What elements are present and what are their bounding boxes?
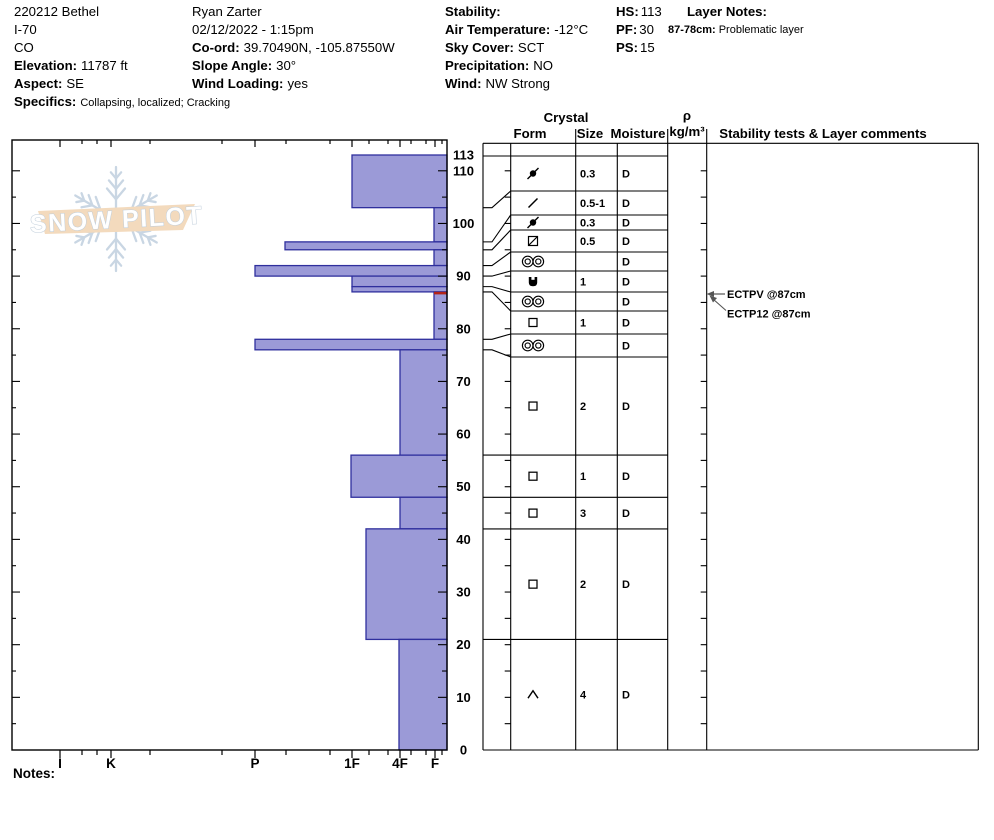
grain-fc-icon [529, 319, 537, 327]
svg-text:0: 0 [459, 742, 468, 758]
svg-text:20: 20 [456, 637, 471, 653]
grain-size-value: 1 [580, 317, 587, 330]
svg-text:80: 80 [456, 321, 471, 337]
grain-dh-icon [528, 691, 538, 699]
layer-bar [351, 455, 447, 497]
pit-range: I-70 [14, 22, 37, 37]
aspect-line: Aspect: SE [14, 76, 84, 91]
layer-bar [255, 339, 447, 350]
svg-text:50: 50 [456, 479, 471, 495]
density-units-header: kg/m³ [669, 124, 705, 139]
moisture-value: D [622, 689, 630, 702]
layer-bar [285, 242, 447, 250]
grain-fc-icon [529, 509, 537, 517]
moisture-value: D [622, 401, 630, 414]
layer-note: 87-78cm: Problematic layer [668, 24, 804, 36]
moisture-value: D [622, 296, 630, 309]
svg-text:1F: 1F [344, 756, 360, 771]
layer-bar [434, 250, 447, 266]
stability-test-annotations [707, 289, 811, 321]
svg-text:F: F [430, 756, 440, 771]
layer-bars [255, 155, 447, 750]
svg-text:30: 30 [456, 584, 471, 600]
layer-bar [352, 276, 447, 287]
comments-header: Stability tests & Layer comments [719, 126, 927, 141]
moisture-value: D [622, 508, 630, 521]
moisture-value: D [622, 276, 630, 289]
specifics-line: Specifics: Collapsing, localized; Cracking [14, 94, 231, 109]
grain-df-icon [529, 199, 538, 208]
grain-fc-icon [529, 472, 537, 480]
grain-size-value: 2 [580, 401, 587, 414]
elevation-line: Elevation: 11787 ft [14, 58, 128, 73]
moisture-value: D [622, 236, 630, 248]
layer-bar [434, 208, 447, 242]
moisture-value: D [622, 579, 630, 592]
grain-mfcr-icon [522, 296, 543, 307]
layer-bar [255, 266, 447, 277]
svg-text:P: P [250, 756, 260, 771]
moisture-value: D [622, 198, 630, 210]
pit-state: CO [14, 40, 34, 55]
moisture-value: D [622, 168, 630, 181]
layer-notes-title: Layer Notes: [687, 4, 767, 19]
svg-text:110: 110 [453, 163, 474, 179]
coord-line: Co-ord: 39.70490N, -105.87550W [192, 40, 395, 55]
stability-line: Stability: [445, 4, 501, 19]
moisture-value: D [622, 340, 630, 353]
layer-bar [352, 287, 447, 292]
svg-text:100: 100 [452, 215, 475, 231]
grain-fc-icon [529, 580, 537, 588]
form-header: Form [513, 126, 547, 141]
grain-size-value: 0.3 [580, 168, 596, 181]
sky-cover-line: Sky Cover: SCT [445, 40, 545, 55]
svg-text:70: 70 [456, 373, 471, 389]
grain-fc_df-icon [529, 237, 538, 246]
pf-line: PF: 30 [616, 22, 654, 37]
svg-text:K: K [106, 756, 116, 771]
hs-line: HS: 113 [616, 4, 662, 19]
moisture-header: Moisture [610, 126, 666, 141]
wind-loading-line: Wind Loading: yes [192, 76, 308, 91]
grain-rg_df-icon [528, 217, 539, 228]
stability-test-label: ECTPV @87cm [727, 289, 806, 301]
grain-mfcr-icon [522, 256, 543, 267]
grain-size-value: 0.5 [580, 236, 596, 248]
layer-bar [434, 292, 447, 339]
density-symbol-header: ρ [682, 108, 692, 123]
air-temp-line: Air Temperature: -12°C [445, 22, 589, 37]
grain-size-value: 3 [580, 508, 587, 521]
layer-bar [366, 529, 447, 640]
grain-mfcr-icon [522, 340, 543, 351]
svg-text:90: 90 [456, 268, 471, 284]
svg-text:I: I [58, 756, 62, 771]
moisture-value: D [622, 256, 630, 269]
layer-bar [400, 350, 447, 455]
layer-table-values [580, 169, 630, 702]
grain-rg_fc-icon [529, 277, 537, 286]
depth-axis-labels [453, 148, 475, 758]
moisture-value: D [622, 217, 630, 230]
slope-angle-line: Slope Angle: 30° [192, 58, 297, 73]
svg-text:113: 113 [453, 147, 474, 163]
pit-datetime: 02/12/2022 - 1:15pm [192, 22, 314, 37]
crystal-header: Crystal [543, 110, 589, 125]
svg-text:60: 60 [456, 426, 471, 442]
notes-label: Notes: [13, 766, 56, 781]
moisture-value: D [622, 471, 630, 484]
layer-table-grid [483, 129, 978, 750]
size-header: Size [576, 126, 604, 141]
svg-text:40: 40 [456, 531, 471, 547]
moisture-value: D [622, 317, 630, 330]
ps-line: PS: 15 [616, 40, 655, 55]
svg-text:10: 10 [456, 689, 471, 705]
layer-bar [352, 155, 447, 208]
hardness-axis-labels [58, 756, 439, 771]
stability-test-label: ECTP12 @87cm [727, 308, 811, 321]
layer-bar [400, 497, 447, 529]
wind-line: Wind: NW Strong [445, 76, 550, 91]
grain-size-value: 2 [580, 579, 587, 592]
svg-text:4F: 4F [392, 756, 408, 771]
grain-size-value: 1 [580, 471, 587, 484]
grain-size-value: 1 [580, 276, 587, 289]
logo-text: SNOW PILOT [29, 201, 204, 239]
grain-size-value: 0.3 [580, 217, 596, 230]
observer-name: Ryan Zarter [192, 4, 262, 19]
precipitation-line: Precipitation: NO [445, 58, 554, 73]
depth-axis-ticks [12, 171, 447, 724]
grain-symbol-column [522, 168, 543, 698]
grain-fc-icon [529, 402, 537, 410]
layer-bar [399, 639, 447, 750]
grain-size-value: 0.5-1 [580, 198, 606, 210]
grain-size-value: 4 [580, 689, 587, 702]
grain-rg_df-icon [528, 168, 539, 179]
pit-name: 220212 Bethel [14, 4, 100, 19]
snowpilot-logo [29, 167, 204, 271]
